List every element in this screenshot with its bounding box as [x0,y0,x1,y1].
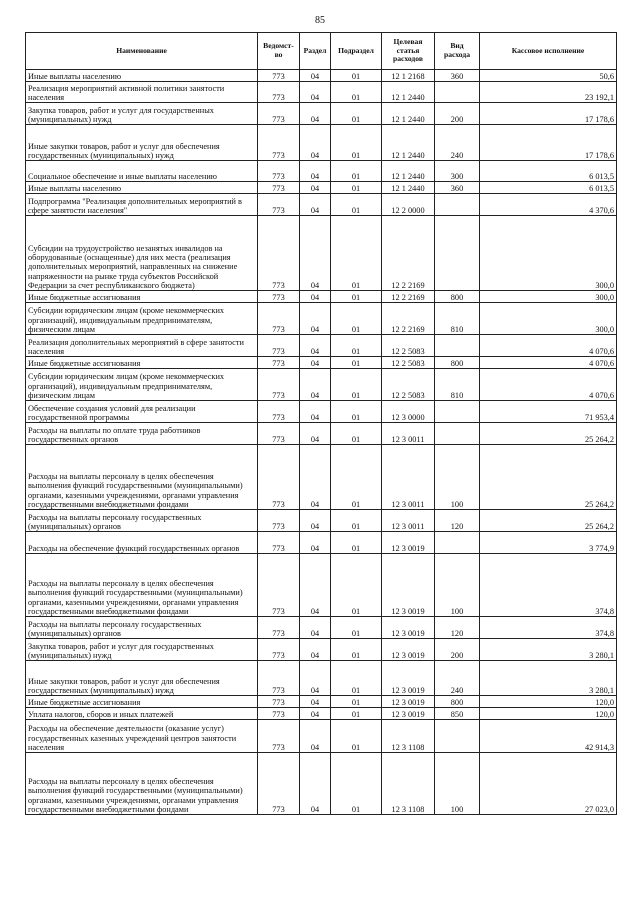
row-vid-cell: 100 [435,554,480,617]
row-celevaya-cell: 12 2 5083 [382,335,435,357]
table-row [26,369,617,401]
row-name-cell: Социальное обеспечение и иные выплаты населению [26,161,258,182]
row-podrazdel-cell: 01 [331,303,382,335]
row-celevaya-cell: 12 3 0019 [382,661,435,696]
column-header-celevaya-statya: Целевая статья расходов [382,33,435,70]
row-amount-cell: 374,8 [480,554,617,617]
row-amount-cell: 4 370,6 [480,194,617,216]
table-row [26,639,617,661]
table-header-row [26,33,617,70]
row-vedomstvo-cell: 773 [258,617,300,639]
table-row [26,661,617,696]
row-celevaya-cell: 12 1 2440 [382,125,435,161]
row-vid-cell [435,194,480,216]
row-name-cell: Расходы на выплаты персоналу государственных (муниципальных) органов [26,617,258,639]
row-vedomstvo-cell: 773 [258,532,300,554]
row-celevaya-cell: 12 2 2169 [382,303,435,335]
row-celevaya-cell: 12 3 0019 [382,696,435,708]
row-name-cell: Уплата налогов, сборов и иных платежей [26,708,258,720]
row-vedomstvo-cell: 773 [258,753,300,815]
row-vedomstvo-cell: 773 [258,510,300,532]
row-name-cell: Иные бюджетные ассигнования [26,696,258,708]
row-vid-cell [435,423,480,445]
row-vedomstvo-cell: 773 [258,554,300,617]
table-row [26,103,617,125]
table-row [26,423,617,445]
row-name-cell: Расходы на выплаты персоналу в целях обеспечения выполнения функций государственными (муниципальными) органами, казенными учреждениями, органами управления государственными внебюджетными фондами [26,445,258,510]
row-vedomstvo-cell: 773 [258,661,300,696]
row-amount-cell: 25 264,2 [480,510,617,532]
table-row [26,720,617,753]
row-name-cell: Расходы на выплаты по оплате труда работников государственных органов [26,423,258,445]
row-razdel-cell: 04 [300,216,331,291]
row-vedomstvo-cell: 773 [258,161,300,182]
row-vedomstvo-cell: 773 [258,194,300,216]
row-celevaya-cell: 12 3 0019 [382,554,435,617]
row-name-cell: Расходы на обеспечение деятельности (оказание услуг) государственных казенных учреждений центров занятости населения [26,720,258,753]
row-name-cell: Закупка товаров, работ и услуг для государственных (муниципальных) нужд [26,103,258,125]
row-podrazdel-cell: 01 [331,335,382,357]
row-podrazdel-cell: 01 [331,661,382,696]
row-amount-cell: 6 013,5 [480,161,617,182]
row-name-cell: Обеспечение создания условий для реализации государственной программы [26,401,258,423]
row-amount-cell: 3 774,9 [480,532,617,554]
row-razdel-cell: 04 [300,70,331,82]
row-name-cell: Подпрограмма "Реализация дополнительных мероприятий в сфере занятости населения" [26,194,258,216]
row-podrazdel-cell: 01 [331,696,382,708]
table-row [26,216,617,291]
row-amount-cell: 23 192,1 [480,82,617,103]
table-row [26,510,617,532]
row-celevaya-cell: 12 3 1108 [382,720,435,753]
column-header-name: Наименование [26,33,258,70]
row-vid-cell: 810 [435,369,480,401]
row-razdel-cell: 04 [300,423,331,445]
row-name-cell: Иные бюджетные ассигнования [26,291,258,303]
row-podrazdel-cell: 01 [331,161,382,182]
table-row [26,70,617,82]
row-name-cell: Субсидии юридическим лицам (кроме некоммерческих организаций), индивидуальным предпринимателям, физическим лицам [26,303,258,335]
row-name-cell: Иные закупки товаров, работ и услуг для обеспечения государственных (муниципальных) нужд [26,125,258,161]
row-vedomstvo-cell: 773 [258,182,300,194]
row-name-cell: Реализация дополнительных мероприятий в сфере занятости населения [26,335,258,357]
column-header-vid-raskhoda: Вид расхода [435,33,480,70]
row-celevaya-cell: 12 1 2440 [382,161,435,182]
row-podrazdel-cell: 01 [331,125,382,161]
row-celevaya-cell: 12 1 2168 [382,70,435,82]
row-razdel-cell: 04 [300,510,331,532]
table-row [26,194,617,216]
column-header-kassovoe-ispolnenie: Кассовое исполнение [480,33,617,70]
table-row [26,82,617,103]
row-amount-cell: 300,0 [480,303,617,335]
row-podrazdel-cell: 01 [331,639,382,661]
row-podrazdel-cell: 01 [331,194,382,216]
row-razdel-cell: 04 [300,532,331,554]
row-razdel-cell: 04 [300,82,331,103]
row-podrazdel-cell: 01 [331,532,382,554]
row-celevaya-cell: 12 2 2169 [382,216,435,291]
row-amount-cell: 4 070,6 [480,335,617,357]
row-name-cell: Иные выплаты населению [26,70,258,82]
row-vedomstvo-cell: 773 [258,401,300,423]
row-vedomstvo-cell: 773 [258,708,300,720]
table-row [26,617,617,639]
row-amount-cell: 25 264,2 [480,445,617,510]
row-vid-cell: 360 [435,182,480,194]
row-vid-cell: 100 [435,445,480,510]
table-row [26,182,617,194]
row-vid-cell: 100 [435,753,480,815]
row-vid-cell [435,720,480,753]
row-celevaya-cell: 12 2 0000 [382,194,435,216]
row-celevaya-cell: 12 3 0011 [382,445,435,510]
row-podrazdel-cell: 01 [331,82,382,103]
row-celevaya-cell: 12 3 0019 [382,617,435,639]
budget-execution-table [25,32,617,815]
row-amount-cell: 17 178,6 [480,125,617,161]
row-razdel-cell: 04 [300,303,331,335]
row-vedomstvo-cell: 773 [258,445,300,510]
column-header-razdel: Раздел [300,33,331,70]
row-amount-cell: 120,0 [480,708,617,720]
row-name-cell: Иные выплаты населению [26,182,258,194]
row-vedomstvo-cell: 773 [258,103,300,125]
row-razdel-cell: 04 [300,696,331,708]
row-celevaya-cell: 12 3 0019 [382,532,435,554]
table-row [26,161,617,182]
row-vid-cell: 200 [435,103,480,125]
row-razdel-cell: 04 [300,708,331,720]
row-vid-cell: 360 [435,70,480,82]
row-name-cell: Субсидии юридическим лицам (кроме некоммерческих организаций), индивидуальным предпринимателям, физическим лицам [26,369,258,401]
row-vid-cell: 300 [435,161,480,182]
row-razdel-cell: 04 [300,753,331,815]
row-vedomstvo-cell: 773 [258,291,300,303]
row-celevaya-cell: 12 3 0019 [382,639,435,661]
row-celevaya-cell: 12 3 0000 [382,401,435,423]
row-amount-cell: 300,0 [480,291,617,303]
row-name-cell: Реализация мероприятий активной политики занятости населения [26,82,258,103]
row-vedomstvo-cell: 773 [258,82,300,103]
row-podrazdel-cell: 01 [331,401,382,423]
row-celevaya-cell: 12 3 1108 [382,753,435,815]
row-name-cell: Расходы на обеспечение функций государственных органов [26,532,258,554]
row-vid-cell [435,335,480,357]
table-body [26,70,617,815]
row-vid-cell [435,82,480,103]
table-row [26,357,617,369]
table-row [26,753,617,815]
row-name-cell: Закупка товаров, работ и услуг для государственных (муниципальных) нужд [26,639,258,661]
row-vid-cell: 810 [435,303,480,335]
row-vedomstvo-cell: 773 [258,369,300,401]
row-podrazdel-cell: 01 [331,720,382,753]
table-row [26,532,617,554]
row-name-cell: Расходы на выплаты персоналу в целях обеспечения выполнения функций государственными (муниципальными) органами, казенными учреждениями, органами управления государственными внебюджетными фондами [26,554,258,617]
row-podrazdel-cell: 01 [331,617,382,639]
column-header-vedomstvo: Ведомст-во [258,33,300,70]
row-amount-cell: 4 070,6 [480,357,617,369]
page-number: 85 [315,15,325,26]
row-razdel-cell: 04 [300,125,331,161]
row-razdel-cell: 04 [300,401,331,423]
row-amount-cell: 42 914,3 [480,720,617,753]
table-row [26,554,617,617]
row-vedomstvo-cell: 773 [258,70,300,82]
row-amount-cell: 50,6 [480,70,617,82]
table-row [26,708,617,720]
row-vid-cell: 800 [435,291,480,303]
row-celevaya-cell: 12 1 2440 [382,103,435,125]
row-razdel-cell: 04 [300,291,331,303]
row-celevaya-cell: 12 1 2440 [382,82,435,103]
row-celevaya-cell: 12 2 5083 [382,357,435,369]
row-name-cell: Иные закупки товаров, работ и услуг для обеспечения государственных (муниципальных) нужд [26,661,258,696]
row-amount-cell: 17 178,6 [480,103,617,125]
row-vid-cell: 240 [435,661,480,696]
row-vid-cell [435,401,480,423]
row-amount-cell: 120,0 [480,696,617,708]
row-amount-cell: 4 070,6 [480,369,617,401]
row-name-cell: Субсидии на трудоустройство незанятых инвалидов на оборудованные (оснащенные) для них места (реализация дополнительных мероприятий, направленных на снижение напряженности на рынке труда субъектов Российской Федерации за счет республиканского бюджета) [26,216,258,291]
row-celevaya-cell: 12 1 2440 [382,182,435,194]
row-podrazdel-cell: 01 [331,216,382,291]
row-podrazdel-cell: 01 [331,445,382,510]
row-razdel-cell: 04 [300,639,331,661]
row-razdel-cell: 04 [300,369,331,401]
row-vedomstvo-cell: 773 [258,357,300,369]
row-amount-cell: 6 013,5 [480,182,617,194]
row-amount-cell: 71 953,4 [480,401,617,423]
row-podrazdel-cell: 01 [331,70,382,82]
row-podrazdel-cell: 01 [331,510,382,532]
row-celevaya-cell: 12 3 0011 [382,510,435,532]
table-row [26,401,617,423]
row-celevaya-cell: 12 3 0011 [382,423,435,445]
row-vid-cell: 200 [435,639,480,661]
column-header-podrazdel: Подраздел [331,33,382,70]
row-razdel-cell: 04 [300,335,331,357]
row-razdel-cell: 04 [300,720,331,753]
row-vedomstvo-cell: 773 [258,720,300,753]
row-podrazdel-cell: 01 [331,103,382,125]
row-podrazdel-cell: 01 [331,357,382,369]
row-podrazdel-cell: 01 [331,753,382,815]
row-celevaya-cell: 12 2 2169 [382,291,435,303]
row-vedomstvo-cell: 773 [258,303,300,335]
row-razdel-cell: 04 [300,554,331,617]
row-celevaya-cell: 12 3 0019 [382,708,435,720]
row-amount-cell: 300,0 [480,216,617,291]
row-vedomstvo-cell: 773 [258,696,300,708]
row-vid-cell [435,216,480,291]
row-podrazdel-cell: 01 [331,182,382,194]
row-name-cell: Иные бюджетные ассигнования [26,357,258,369]
row-amount-cell: 3 280,1 [480,661,617,696]
table-row [26,696,617,708]
row-razdel-cell: 04 [300,161,331,182]
row-vid-cell: 800 [435,696,480,708]
table-row [26,335,617,357]
row-vid-cell: 850 [435,708,480,720]
row-podrazdel-cell: 01 [331,291,382,303]
row-amount-cell: 25 264,2 [480,423,617,445]
table-row [26,445,617,510]
table-row [26,303,617,335]
row-razdel-cell: 04 [300,445,331,510]
row-name-cell: Расходы на выплаты персоналу в целях обеспечения выполнения функций государственными (муниципальными) органами, казенными учреждениями, органами управления государственными внебюджетными фондами [26,753,258,815]
table-row [26,291,617,303]
row-vid-cell: 120 [435,617,480,639]
row-vid-cell: 120 [435,510,480,532]
table-row [26,125,617,161]
row-vedomstvo-cell: 773 [258,216,300,291]
row-podrazdel-cell: 01 [331,554,382,617]
row-celevaya-cell: 12 2 5083 [382,369,435,401]
row-vid-cell: 800 [435,357,480,369]
row-amount-cell: 3 280,1 [480,639,617,661]
row-amount-cell: 27 023,0 [480,753,617,815]
row-podrazdel-cell: 01 [331,708,382,720]
row-razdel-cell: 04 [300,182,331,194]
row-name-cell: Расходы на выплаты персоналу государственных (муниципальных) органов [26,510,258,532]
row-podrazdel-cell: 01 [331,369,382,401]
row-amount-cell: 374,8 [480,617,617,639]
row-podrazdel-cell: 01 [331,423,382,445]
row-razdel-cell: 04 [300,194,331,216]
row-vedomstvo-cell: 773 [258,639,300,661]
row-razdel-cell: 04 [300,103,331,125]
row-razdel-cell: 04 [300,617,331,639]
row-vedomstvo-cell: 773 [258,423,300,445]
row-vid-cell: 240 [435,125,480,161]
row-vedomstvo-cell: 773 [258,335,300,357]
row-vedomstvo-cell: 773 [258,125,300,161]
row-razdel-cell: 04 [300,357,331,369]
row-razdel-cell: 04 [300,661,331,696]
row-vid-cell [435,532,480,554]
